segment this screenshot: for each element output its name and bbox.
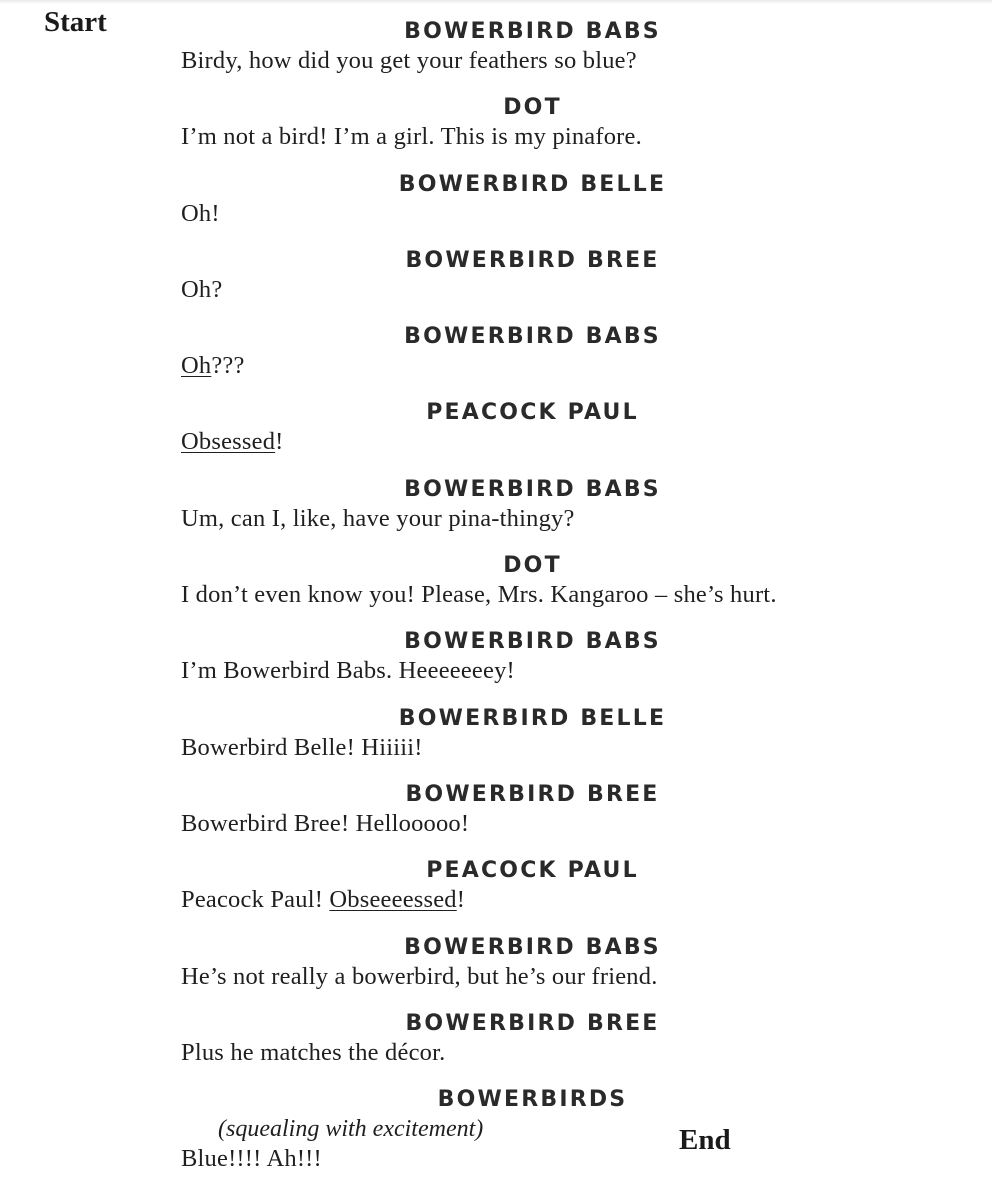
character-name: DOT	[503, 553, 562, 579]
dialogue-text: Peacock Paul!	[181, 886, 330, 914]
stage-direction: (squealing with excitement)	[218, 1116, 484, 1143]
dialogue-text: He’s not really a bowerbird, but he’s our friend.	[181, 962, 658, 990]
dialogue-block	[181, 1084, 881, 1173]
character-name: BOWERBIRD BELLE	[398, 705, 667, 731]
dialogue-text: I don’t even know you! Please, Mrs. Kangaroo – she’s hurt.	[181, 581, 777, 609]
dialogue-text: Bowerbird Bree! Hellooooo!	[181, 809, 470, 837]
dialogue-block	[181, 321, 881, 397]
dialogue-line	[181, 1038, 881, 1068]
dialogue-block	[181, 779, 881, 855]
dialogue-block	[181, 397, 881, 473]
dialogue-block	[181, 169, 881, 245]
character-name: PEACOCK PAUL	[426, 858, 639, 884]
character-name: BOWERBIRDS	[437, 1087, 628, 1113]
end-marker: End	[679, 1124, 731, 1156]
dialogue-text: !	[275, 428, 284, 456]
script-body	[181, 16, 881, 1173]
dialogue-line	[181, 809, 881, 839]
emphasized-text: Obseeeessed	[329, 886, 457, 914]
character-name: BOWERBIRD BABS	[404, 476, 661, 502]
character-name: BOWERBIRD BELLE	[398, 171, 667, 197]
dialogue-text: Birdy, how did you get your feathers so blue?	[181, 47, 637, 74]
dialogue-block	[181, 855, 881, 931]
dialogue-line	[181, 46, 881, 76]
character-name: BOWERBIRD BABS	[404, 324, 661, 350]
dialogue-line	[181, 122, 881, 152]
dialogue-text: I’m Bowerbird Babs. Heeeeeeey!	[181, 657, 515, 685]
dialogue-line	[181, 1144, 881, 1174]
dialogue-text: Oh?	[181, 275, 223, 303]
dialogue-line	[181, 580, 881, 610]
character-name: DOT	[503, 95, 562, 121]
character-name: PEACOCK PAUL	[426, 400, 639, 426]
dialogue-block	[181, 1008, 881, 1084]
dialogue-text: Blue!!!! Ah!!!	[181, 1145, 322, 1173]
dialogue-text: I’m not a bird! I’m a girl. This is my pinafore.	[181, 123, 642, 151]
dialogue-block	[181, 245, 881, 321]
character-name: BOWERBIRD BREE	[405, 247, 660, 273]
emphasized-text: Oh	[181, 352, 212, 380]
dialogue-block	[181, 474, 881, 550]
emphasized-text: Obsessed	[181, 428, 276, 456]
dialogue-block	[181, 932, 881, 1008]
dialogue-block	[181, 16, 881, 92]
dialogue-line	[181, 275, 881, 305]
dialogue-text: ???	[211, 352, 245, 380]
page-top-edge	[0, 0, 992, 4]
dialogue-text: Oh!	[181, 199, 220, 227]
dialogue-line	[181, 885, 881, 915]
dialogue-text: !	[456, 886, 466, 914]
character-name: BOWERBIRD BREE	[405, 1010, 660, 1036]
dialogue-block	[181, 703, 881, 779]
dialogue-block	[181, 550, 881, 626]
dialogue-text: Um, can I, like, have your pina-thingy?	[181, 504, 575, 532]
dialogue-line	[181, 504, 881, 534]
start-marker: Start	[44, 6, 107, 38]
dialogue-line	[181, 733, 881, 763]
character-name: BOWERBIRD BABS	[404, 934, 661, 960]
dialogue-block	[181, 626, 881, 702]
character-name: BOWERBIRD BREE	[405, 781, 660, 807]
dialogue-line	[181, 962, 881, 992]
dialogue-text: Plus he matches the décor.	[181, 1038, 446, 1066]
character-name: BOWERBIRD BABS	[404, 629, 661, 655]
character-name: BOWERBIRD BABS	[404, 19, 661, 44]
dialogue-line	[181, 427, 881, 457]
dialogue-line	[181, 199, 881, 229]
dialogue-block	[181, 92, 881, 168]
dialogue-text: Bowerbird Belle! Hiiiii!	[181, 733, 423, 761]
dialogue-line	[181, 656, 881, 686]
dialogue-line	[181, 351, 881, 381]
